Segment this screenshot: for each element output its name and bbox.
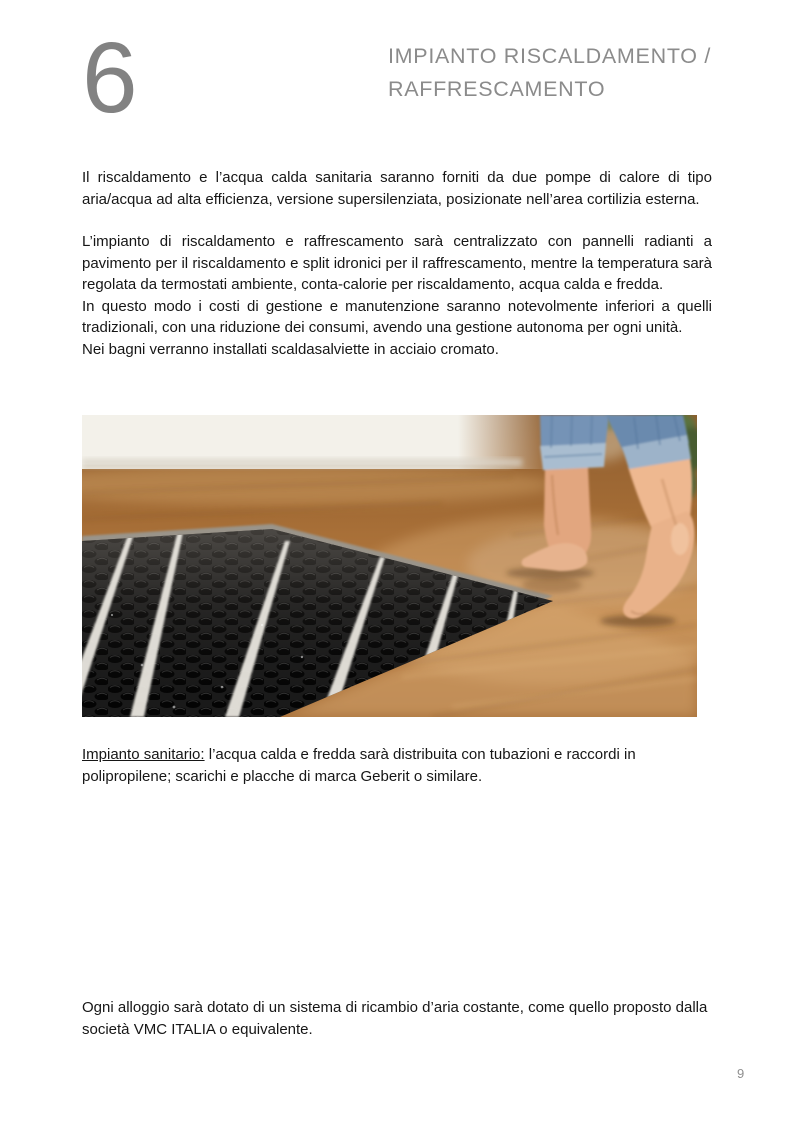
sanitario-label: Impianto sanitario: <box>82 746 205 763</box>
page-title <box>388 40 758 106</box>
paragraph-text: Ogni alloggio sarà dotato di un sistema di ricambio d’aria costante, come quello proposto dalla società VMC ITALIA o equivalente. <box>82 999 708 1038</box>
page-title-line2: RAFFRESCAMENTO <box>388 77 606 101</box>
paragraph-heating-intro <box>82 167 712 210</box>
page-title-line1: IMPIANTO RISCALDAMENTO / <box>388 44 712 68</box>
floor-heating-photo <box>82 415 697 717</box>
floor-heating-photo-art <box>82 415 697 717</box>
paragraph-heating-system <box>82 231 712 360</box>
chapter-number: 6 <box>82 22 138 134</box>
paragraph-ventilation <box>82 997 744 1040</box>
paragraph-text: Nei bagni verranno installati scaldasalviette in acciaio cromato. <box>82 340 499 358</box>
paragraph-text: Il riscaldamento e l’acqua calda sanitaria saranno forniti da due pompe di calore di tipo aria/acqua ad alta efficienza, versione supersilenziata, posizionate nell’area cortilizia esterna. <box>82 169 712 208</box>
page-number: 9 <box>737 1066 745 1081</box>
sanitario-text: l’acqua calda e fredda sarà distribuita con tubazioni e raccordi in polipropilene; scarichi e placche di marca Geberit o similare. <box>82 746 636 785</box>
paragraph-text <box>82 744 716 787</box>
paragraph-text: In questo modo i costi di gestione e manutenzione saranno notevolmente inferiori a quelli tradizionali, con una riduzione dei consumi, avendo una gestione autonoma per ogni unità. <box>82 297 712 336</box>
paragraph-sanitario <box>82 744 716 787</box>
paragraph-text: L’impianto di riscaldamento e raffrescamento sarà centralizzato con pannelli radianti a pavimento per il riscaldamento e split idronici per il raffrescamento, mentre la temperatura sarà regolata da termostati ambiente, conta-calorie per riscaldamento, acqua calda e fredda. <box>82 233 712 293</box>
